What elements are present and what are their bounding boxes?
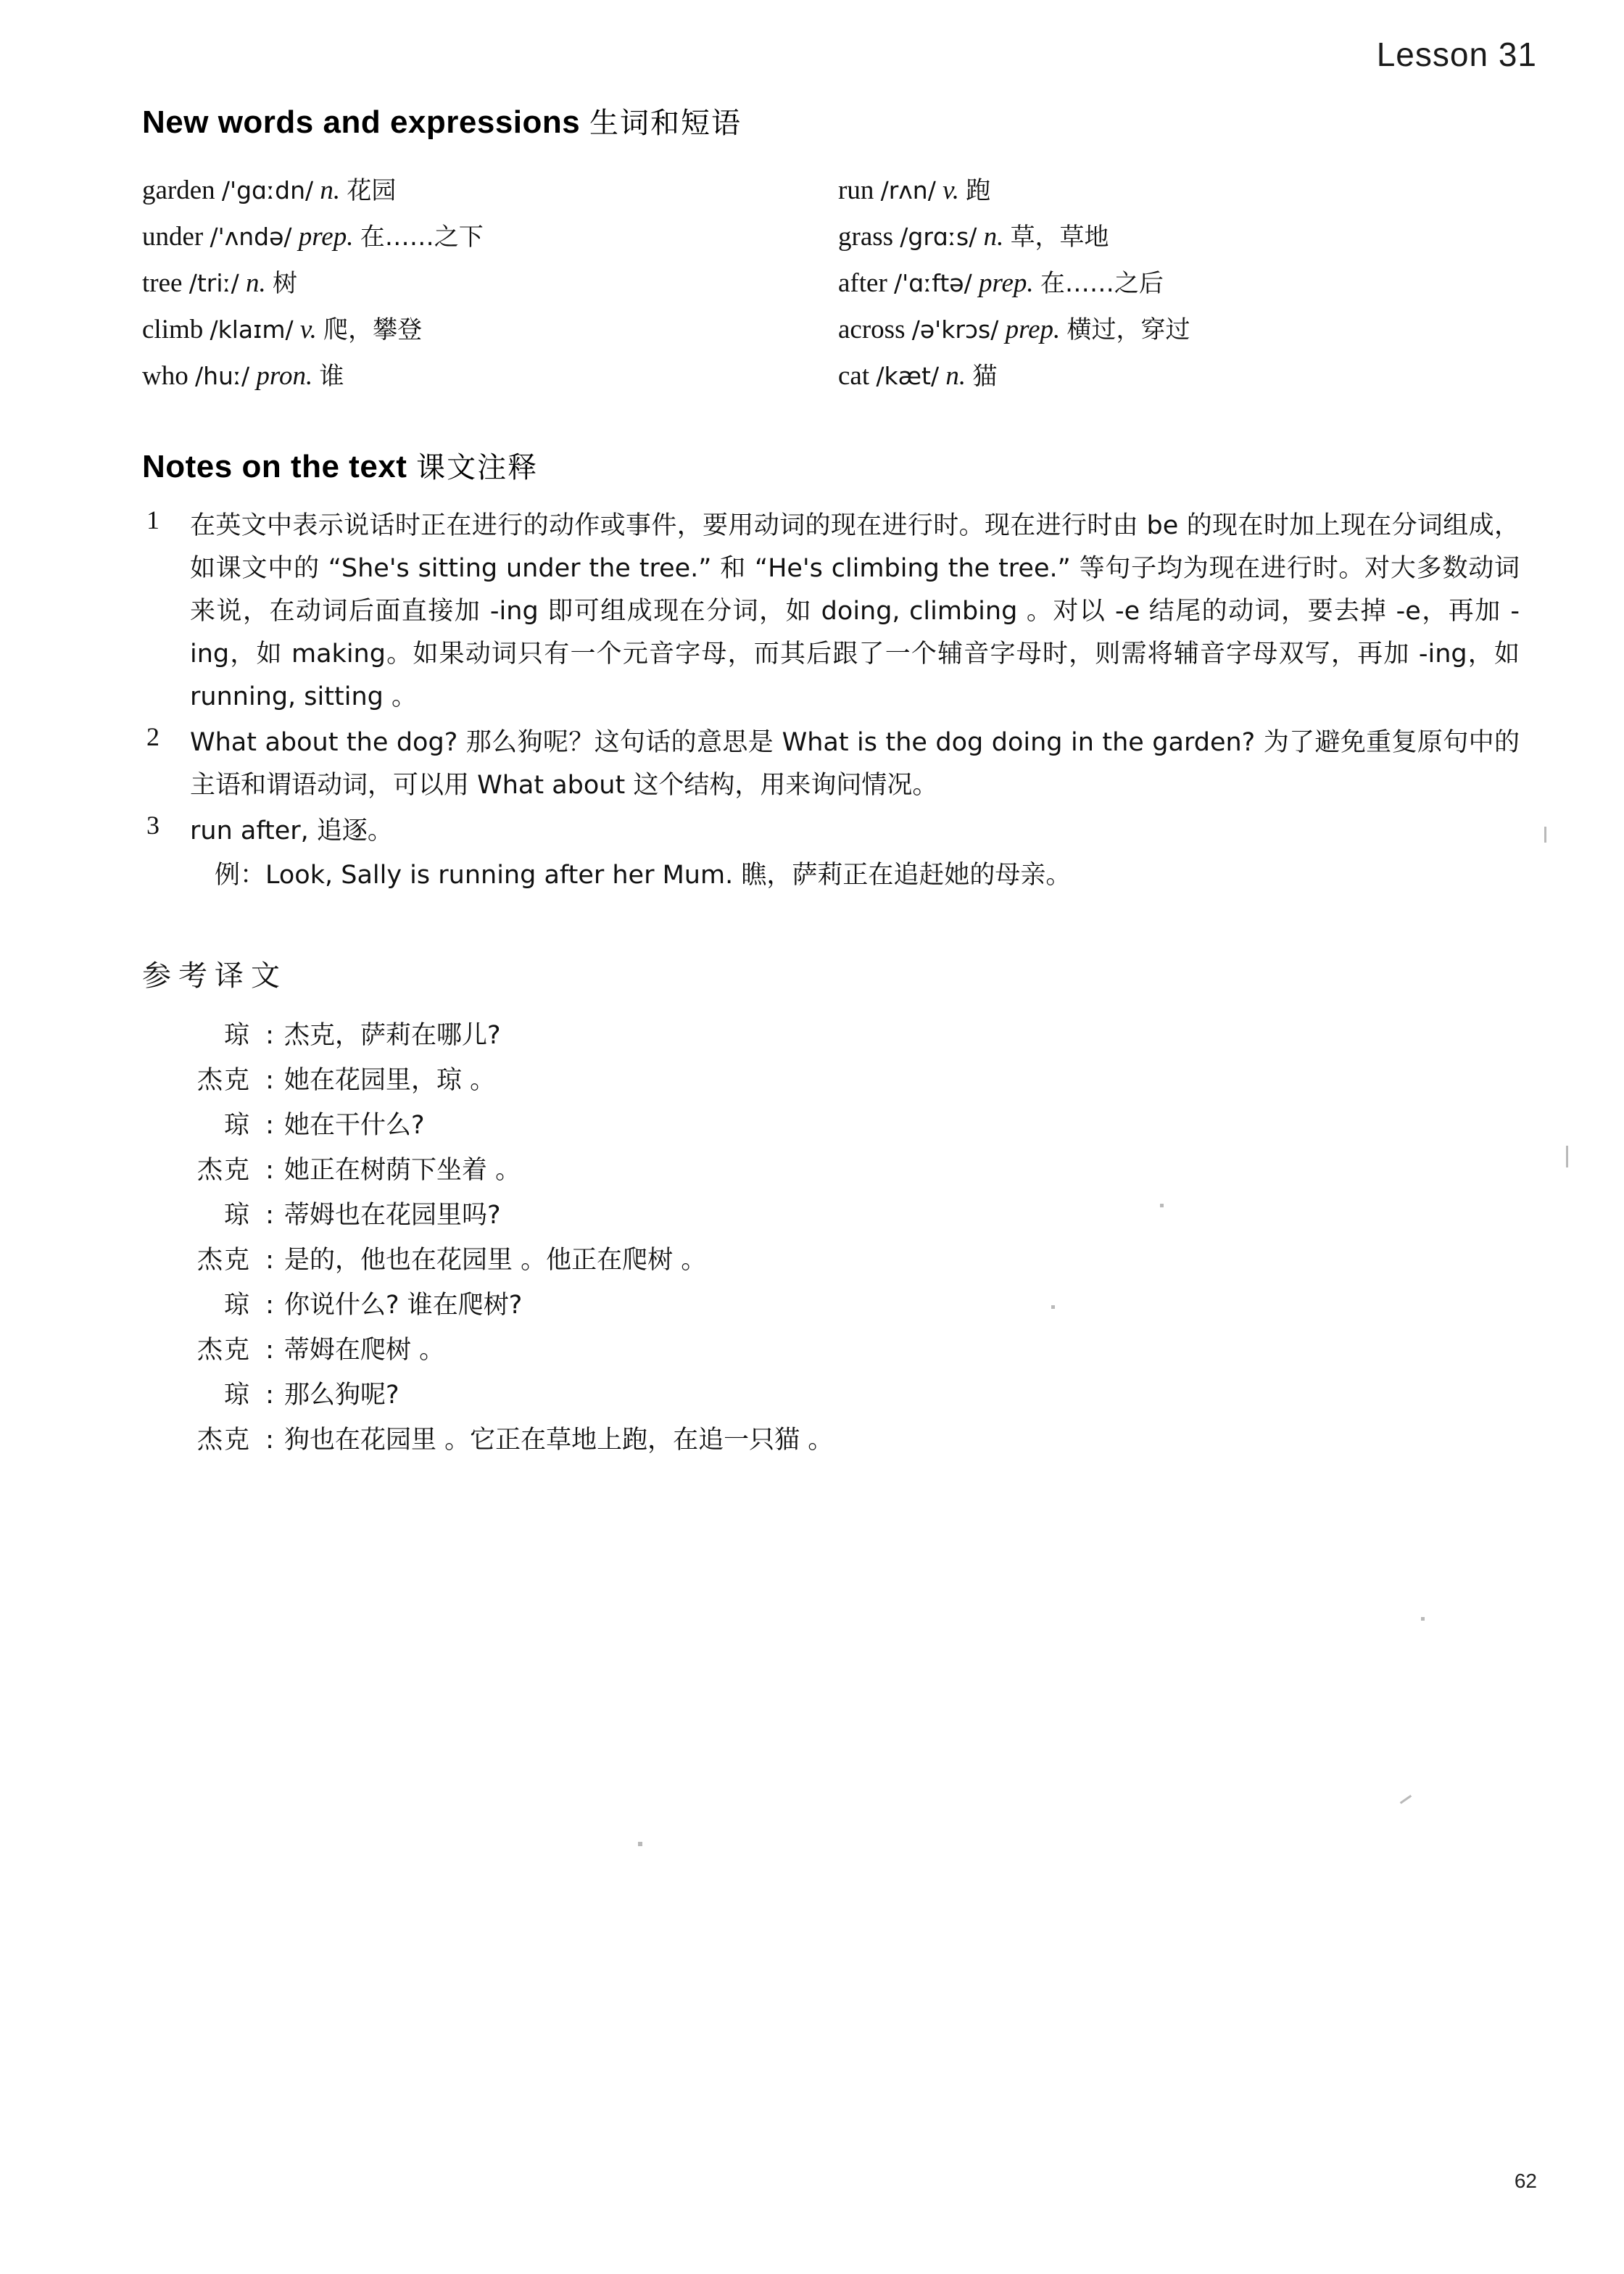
dialogue-text: 蒂姆在爬树 。 xyxy=(284,1336,445,1365)
dialogue-text: 是的，他也在花园里 。他正在爬树 。 xyxy=(284,1246,707,1275)
scan-speck xyxy=(1421,1617,1425,1621)
vocab-phonetic: /huː/ xyxy=(194,362,250,390)
dialogue-colon: : xyxy=(265,1021,274,1050)
lesson-header: Lesson 31 xyxy=(1376,36,1537,73)
vocab-entry xyxy=(838,307,1520,353)
dialogue-speaker: 琼 xyxy=(223,1201,251,1230)
note-text: 在英文中表示说话时正在进行的动作或事件，要用动词的现在进行时。现在进行时由 be 的现在时加上现在分词组成，如课文中的 “She's sitting under the tree.” 和 “He's climbing the tree.” 等句子均为现在进行时。对大多数动词来说，在动词后面直接加 -ing 即可组成现在分词，如 doing, climbing 。对以 -e 结尾的动词，要去掉 -e，再加 -ing，如 making。如果动词只有一个元音字母，而其后跟了一个辅音字母时，则需将辅音字母双写，再加 -ing，如 running, sitting 。 xyxy=(190,511,1520,711)
dialogue-colon: : xyxy=(265,1201,274,1230)
page-content xyxy=(142,100,1520,1463)
scan-speck xyxy=(1160,1204,1164,1207)
vocab-phonetic: /ə'krɔs/ xyxy=(911,315,999,344)
notes-title-cn: 课文注释 xyxy=(416,451,539,484)
note-item xyxy=(142,722,1520,807)
scan-speck xyxy=(1566,1146,1568,1167)
vocab-entry xyxy=(838,353,1520,400)
page-number: 62 xyxy=(1514,2170,1537,2192)
vocab-phonetic: /'ʌndə/ xyxy=(210,223,292,251)
vocab-pos: prep. xyxy=(978,268,1034,298)
vocab-phonetic: /'ɑːftə/ xyxy=(894,269,972,297)
translation-section-title: 参考译文 xyxy=(142,959,287,993)
vocabulary-list xyxy=(142,168,1520,400)
vocab-definition: 爬，攀登 xyxy=(323,315,423,344)
vocab-phonetic: /grɑːs/ xyxy=(900,223,977,251)
dialogue-colon: : xyxy=(265,1156,274,1185)
scan-speck xyxy=(638,1842,642,1846)
note-item xyxy=(142,810,1520,896)
note-number: 1 xyxy=(146,505,160,534)
dialogue-text: 狗也在花园里 。它正在草地上跑，在追一只猫 。 xyxy=(284,1426,834,1455)
dialogue-line xyxy=(142,1148,1520,1193)
scan-speck xyxy=(1544,827,1546,843)
vocab-pos: n. xyxy=(945,361,966,391)
dialogue-colon: : xyxy=(265,1336,274,1365)
vocab-entry xyxy=(142,353,838,400)
dialogue-line xyxy=(142,1193,1520,1238)
dialogue-colon: : xyxy=(265,1291,274,1320)
notes-title-en: Notes on the text xyxy=(142,449,407,484)
vocab-phonetic: /triː/ xyxy=(188,269,239,297)
vocab-entry xyxy=(838,168,1520,214)
vocab-entry xyxy=(838,260,1520,307)
notes-list xyxy=(142,505,1520,896)
vocab-pos: n. xyxy=(245,268,266,298)
vocab-word: tree xyxy=(142,268,183,298)
vocab-pos: n. xyxy=(983,222,1004,252)
new-words-section-title xyxy=(142,100,1520,141)
vocab-word: after xyxy=(838,268,887,298)
vocab-phonetic: /klaɪm/ xyxy=(210,315,294,344)
vocab-word: cat xyxy=(838,361,870,391)
vocab-word: garden xyxy=(142,175,215,205)
note-example: 例：Look, Sally is running after her Mum. 瞧，萨莉正在追赶她的母亲。 xyxy=(215,861,1072,890)
vocab-entry xyxy=(142,307,838,353)
vocab-entry xyxy=(142,260,838,307)
dialogue-speaker: 琼 xyxy=(223,1291,251,1320)
dialogue-text: 那么狗呢? xyxy=(284,1381,399,1410)
vocab-word: across xyxy=(838,315,906,344)
vocab-definition: 花园 xyxy=(347,176,397,205)
vocab-definition: 树 xyxy=(272,269,297,298)
vocab-pos: prep. xyxy=(1005,315,1061,344)
new-words-title-cn: 生词和短语 xyxy=(589,107,742,140)
dialogue-colon: : xyxy=(265,1381,274,1410)
vocab-definition: 横过，穿过 xyxy=(1066,315,1190,344)
vocab-word: run xyxy=(838,175,874,205)
vocab-definition: 跑 xyxy=(966,176,991,205)
dialogue-speaker: 琼 xyxy=(223,1381,251,1410)
dialogue-colon: : xyxy=(265,1066,274,1095)
vocab-pos: pron. xyxy=(256,361,313,391)
dialogue-line xyxy=(142,1103,1520,1148)
vocab-pos: prep. xyxy=(298,222,354,252)
dialogue-speaker: 杰克 xyxy=(196,1246,251,1275)
vocab-pos: v. xyxy=(942,175,960,205)
dialogue-text: 她在干什么? xyxy=(284,1111,425,1140)
dialogue-colon: : xyxy=(265,1426,274,1455)
dialogue-line xyxy=(142,1328,1520,1373)
dialogue-line xyxy=(142,1238,1520,1283)
dialogue-speaker: 杰克 xyxy=(196,1336,251,1365)
vocab-phonetic: /kæt/ xyxy=(876,362,940,390)
scan-speck xyxy=(1051,1305,1055,1309)
vocab-word: grass xyxy=(838,222,894,252)
dialogue-speaker: 杰克 xyxy=(196,1066,251,1095)
vocab-entry xyxy=(838,214,1520,260)
vocab-phonetic: /rʌn/ xyxy=(880,176,936,204)
dialogue-line xyxy=(142,1283,1520,1328)
dialogue-line xyxy=(142,1013,1520,1058)
note-number: 2 xyxy=(146,722,160,751)
scan-speck xyxy=(1400,1795,1412,1804)
vocab-definition: 在……之后 xyxy=(1040,269,1164,298)
vocab-definition: 在……之下 xyxy=(360,223,484,252)
translation-dialogue xyxy=(142,1013,1520,1463)
dialogue-colon: : xyxy=(265,1111,274,1140)
vocab-phonetic: /'gɑːdn/ xyxy=(221,176,314,204)
notes-section-title xyxy=(142,445,1520,486)
dialogue-text: 她在花园里，琼 。 xyxy=(284,1066,496,1095)
dialogue-speaker: 琼 xyxy=(223,1111,251,1140)
note-number: 3 xyxy=(146,811,160,840)
dialogue-speaker: 杰克 xyxy=(196,1426,251,1455)
vocab-definition: 谁 xyxy=(319,362,344,391)
dialogue-text: 蒂姆也在花园里吗? xyxy=(284,1201,501,1230)
dialogue-text: 杰克，萨莉在哪儿? xyxy=(284,1021,501,1050)
note-text: What about the dog? 那么狗呢？这句话的意思是 What is the dog doing in the garden? 为了避免重复原句中的主语和谓语动词，可以用 What about 这个结构，用来询问情况。 xyxy=(190,728,1520,800)
vocab-word: under xyxy=(142,222,204,252)
vocab-definition: 草，草地 xyxy=(1010,223,1109,252)
vocab-entry xyxy=(142,214,838,260)
dialogue-text: 她正在树荫下坐着 。 xyxy=(284,1156,521,1185)
dialogue-colon: : xyxy=(265,1246,274,1275)
dialogue-line xyxy=(142,1373,1520,1418)
vocab-pos: n. xyxy=(320,175,341,205)
vocab-entry xyxy=(142,168,838,214)
vocab-definition: 猫 xyxy=(972,362,998,391)
dialogue-speaker: 杰克 xyxy=(196,1156,251,1185)
vocab-word: climb xyxy=(142,315,204,344)
vocab-pos: v. xyxy=(299,315,317,344)
vocab-word: who xyxy=(142,361,188,391)
dialogue-text: 你说什么? 谁在爬树? xyxy=(284,1291,523,1320)
note-item xyxy=(142,505,1520,719)
dialogue-line xyxy=(142,1418,1520,1463)
dialogue-speaker: 琼 xyxy=(223,1021,251,1050)
dialogue-line xyxy=(142,1058,1520,1103)
note-text: run after, 追逐。 xyxy=(190,816,393,845)
new-words-title-en: New words and expressions xyxy=(142,104,581,140)
